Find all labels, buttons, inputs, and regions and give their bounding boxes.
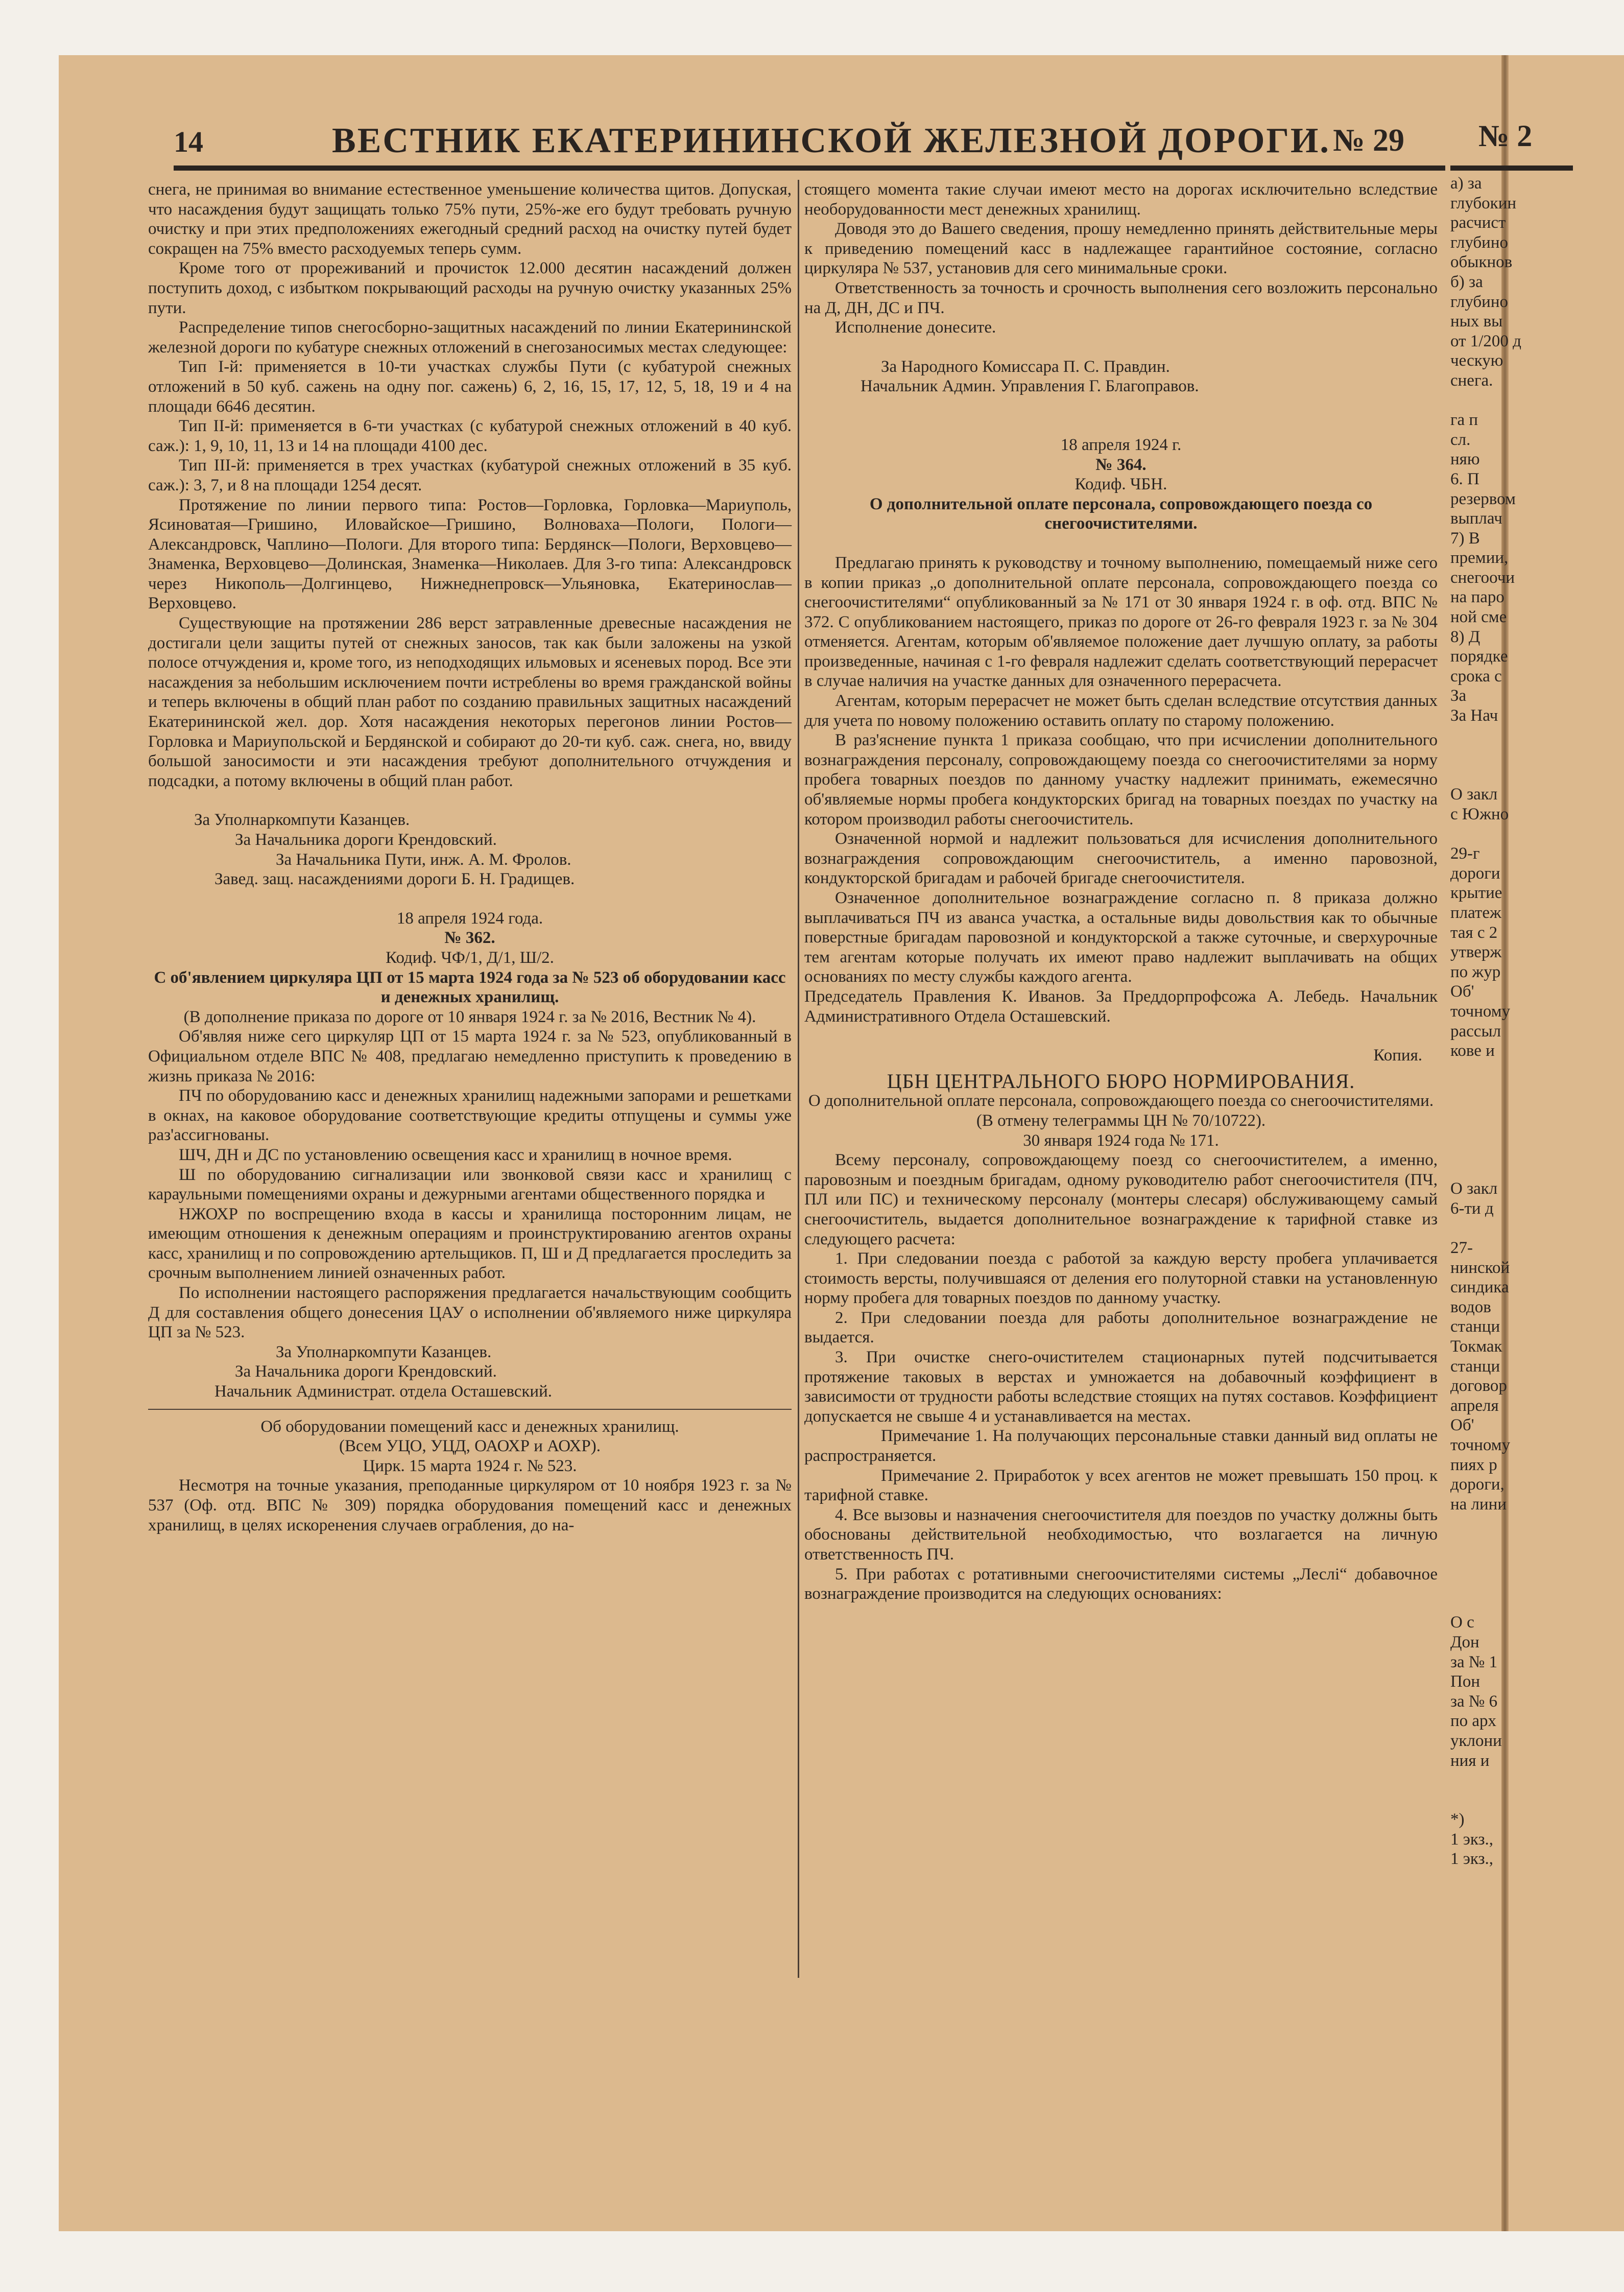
next-page-line: О с bbox=[1450, 1613, 1474, 1632]
paragraph: Тип I-й: применяется в 10-ти участках службы Пути (с кубатурой снежных отложений в 50 куб. сажень на одну пог. сажень) 6, 2, 16, 15, 17, 12, 5, 18, 19 и 4 на площади 6646 десятин. bbox=[148, 358, 792, 416]
signature: Завед. защ. насаждениями дороги Б. Н. Градищев. bbox=[214, 870, 575, 889]
paragraph: снега, не принимая во внимание естественное уменьшение количества щитов. Допуская, что насаждения будут защищать только 75% пути, 25%-же его будут требовать ручную очистку и при этих предположениях ежегодный средний расход на очистку путей будет сокращен на 75% вместо расходуемых теперь сумм. bbox=[148, 180, 792, 258]
next-page-line: ния и bbox=[1450, 1751, 1490, 1770]
paragraph: Об'являя ниже сего циркуляр ЦП от 15 марта 1924 г. за № 523, опубликованный в Официальном отделе ВПС № 408, предлагаю немедленно приступить к проведению в жизнь приказа № 2016: bbox=[148, 1027, 792, 1085]
paragraph: Кроме того от прореживаний и прочисток 12.000 десятин насаждений должен поступить доход, с избытком покрывающий расходы на ручную очистку указанных 25% пути. bbox=[148, 259, 792, 317]
page-number: 14 bbox=[174, 125, 203, 158]
paragraph: Ответственность за точность и срочность выполнения сего возложить персонально на Д, ДН, ДС и ПЧ. bbox=[804, 278, 1438, 317]
paragraph: Тип III-й: применяется в трех участках (кубатурой снежных отложений в 35 куб. саж.): 3, 7, и 8 на площади 1254 десят. bbox=[148, 456, 792, 494]
next-page-line: О закл bbox=[1450, 1179, 1498, 1198]
next-page-line: ной сме bbox=[1450, 608, 1507, 627]
next-page-line: пиях р bbox=[1450, 1455, 1497, 1474]
next-page-line bbox=[1450, 765, 1573, 785]
next-page-line: 1 экз., bbox=[1450, 1830, 1494, 1849]
paragraph: 3. При очистке снего-очистителем стационарных путей подсчитывается протяжение таковых в верстах и умножается на добавочный коэффициент в зависимости от трудности работы вследствие стоящих на путях составов. Коэффициент допускается не свыше 4 и устанавливается на местах. bbox=[804, 1348, 1438, 1426]
middle-column bbox=[804, 180, 1438, 1604]
next-page-line: За bbox=[1450, 687, 1467, 705]
next-page-line: ческую bbox=[1450, 351, 1503, 370]
next-page-fragment bbox=[1450, 174, 1573, 1869]
signature: Начальник Администрат. отдела Осташевский. bbox=[214, 1382, 552, 1401]
next-page-line: апреля bbox=[1450, 1396, 1499, 1415]
paragraph: Означенной нормой и надлежит пользоваться для исчисления дополнительного вознаграждения сопровождающим снегоочиститель, а именно паровозной, кондукторской бригадам и рабочей бригаде снегоочистителя. bbox=[804, 830, 1438, 888]
paragraph: стоящего момента такие случаи имеют место на дорогах исключительно вследствие необорудованности мест денежных хранилищ. bbox=[804, 180, 1438, 219]
next-page-line: Пон bbox=[1450, 1672, 1480, 1691]
next-page-line: б) за bbox=[1450, 272, 1483, 291]
paragraph: Существующие на протяжении 286 верст затравленные древесные насаждения не достигали цели защиты путей от снежных заносов, так как были заложены на узкой полосе отчуждения и, кроме того, из неподходящих ильмовых и ясеневых пород. Все эти насаждения за небольшим исключением почти истреблены во время гражданской войны и теперь включены в общий план работ по созданию правильных защитных насаждений Екатерининской жел. дор. Хотя насаждения некоторых перегонов линии Ростов—Горловка и Мариупольской и Бердянской и собирают до 20-ти куб. саж. снега, но, ввиду большой заносимости и эти насаждения требуют дополнительного отчуждения и подсадки, а потому включены в общий план работ. bbox=[148, 614, 792, 790]
next-page-line: обыкнов bbox=[1450, 253, 1513, 272]
note: Примечание 1. На получающих персональные ставки данный вид оплаты не распространяется. bbox=[804, 1427, 1438, 1466]
signature: За Народного Комиссара П. С. Правдин. bbox=[881, 357, 1170, 376]
next-page-line bbox=[1450, 745, 1573, 765]
next-page-line: Токмак bbox=[1450, 1337, 1502, 1356]
circular-date: Цирк. 15 марта 1924 г. № 523. bbox=[363, 1456, 577, 1475]
paragraph: Всему персоналу, сопровождающему поезд со снегоочистителем, а именно, паровозным и поездным бригадам, одному руководителю работ снегоочистителя (ПЧ, ПЛ или ПС) и техническому персоналу (монтеры слесаря) обслуживающему самый снегоочиститель, выдается дополнительное вознаграждение к тарифной ставке из следующего расчета: bbox=[804, 1151, 1438, 1248]
next-page-line: тая с 2 bbox=[1450, 923, 1498, 942]
next-page-line: нинской bbox=[1450, 1258, 1510, 1277]
next-page-line: 27- bbox=[1450, 1239, 1473, 1258]
next-page-line bbox=[1450, 1514, 1573, 1534]
order-date: 18 апреля 1924 г. bbox=[1060, 435, 1182, 454]
paragraph: Тип II-й: применяется в 6-ти участках (с кубатурой снежных отложений в 40 куб. саж.): 1, 9, 10, 11, 13 и 14 на площади 4100 дес. bbox=[148, 417, 792, 455]
paragraph: 2. При следовании поезда для работы дополнительное вознаграждение не выдается. bbox=[804, 1308, 1438, 1347]
paragraph: Агентам, которым перерасчет не может быть сделан вследствие отсутствия данных для учета по новому положению оставить оплату по старому положению. bbox=[804, 692, 1438, 730]
section-rule bbox=[148, 1409, 792, 1410]
next-page-line: по жур bbox=[1450, 962, 1501, 981]
next-page-line bbox=[1450, 1218, 1573, 1238]
next-page-line: снега. bbox=[1450, 371, 1493, 390]
next-page-line bbox=[1450, 1100, 1573, 1120]
next-page-line bbox=[1450, 1573, 1573, 1593]
next-page-line: уклони bbox=[1450, 1731, 1502, 1750]
next-page-line: а) за bbox=[1450, 174, 1482, 193]
next-page-line: Об' bbox=[1450, 982, 1474, 1001]
next-page-line: выплач bbox=[1450, 509, 1502, 528]
next-page-line: водов bbox=[1450, 1297, 1491, 1316]
next-page-line: рассыл bbox=[1450, 1022, 1501, 1041]
next-page-line: снегоочи bbox=[1450, 568, 1515, 587]
paragraph: Доводя это до Вашего сведения, прошу немедленно принять действительные меры к приведению помещений касс в надлежащее гарантийное состояние, согласно циркуляра № 537, установив для сего минимальные сроки. bbox=[804, 220, 1438, 278]
next-page-line: глубокин bbox=[1450, 194, 1517, 212]
next-page-line: глубино bbox=[1450, 292, 1509, 311]
bureau-date: 30 января 1924 года № 171. bbox=[1023, 1131, 1219, 1150]
paragraph: По исполнении настоящего распоряжения предлагается начальствующим сообщить Д для составления общего донесения ЦАУ о исполнении об'являемого ниже циркуляра ЦП за № 523. bbox=[148, 1284, 792, 1342]
paragraph: 1. При следовании поезда с работой за каждую версту пробега уплачивается стоимость версты, получившаяся от деления его полуторной ставки на установленную норму пробега для товарных поездов по данному участку. bbox=[804, 1249, 1438, 1308]
bureau-heading: ЦБН ЦЕНТРАЛЬНОГО БЮРО НОРМИРОВАНИЯ. bbox=[887, 1069, 1355, 1093]
next-page-line: О закл bbox=[1450, 785, 1498, 804]
note: Примечание 2. Приработок у всех агентов не может превышать 150 проц. к тарифной ставке. bbox=[804, 1466, 1438, 1505]
left-column bbox=[148, 180, 792, 1535]
next-page-line: порядке bbox=[1450, 647, 1508, 666]
paragraph: Означенное дополнительное вознаграждение согласно п. 8 приказа должно выплачиваться ПЧ из аванса участка, а остальные виды довольствия как то обычные поверстные бригадам паровозной и кондукторской а также суточные, и сверхурочные тем агентам которые получать их имеют право надлежит выплачивать на общих основаниях по месту службы каждого агента. bbox=[804, 889, 1438, 986]
next-page-line: станци bbox=[1450, 1357, 1500, 1376]
next-page-line: утверж bbox=[1450, 943, 1502, 962]
next-page-line bbox=[1450, 1160, 1573, 1179]
next-page-line: точному bbox=[1450, 1436, 1511, 1454]
paragraph: Предлагаю принять к руководству и точному выполнению, помещаемый ниже сего в копии приказ „о дополнительной оплате персонала, сопровождающего поезда со снегоочистителями“ опубликованный за № 171 от 30 января 1924 г. в оф. отд. ВПС № 372. С опубликованием настоящего, приказ по дороге от 26-го февраля 1923 г. за № 304 отменяется. Агентам, которым об'являемое положение дает лучшую оплату, за работы произведенные, начиная с 1-го февраля надлежит сделать соответствующий перерасчет в случае наличия на участке данных для означенного перерасчета. bbox=[804, 553, 1438, 691]
next-page-line: За Нач bbox=[1450, 706, 1498, 725]
paragraph: 4. Все вызовы и назначения снегоочистителя для поездов по участку должны быть обоснованы действительной необходимостью, что возлагается на личную ответственность ПЧ. bbox=[804, 1505, 1438, 1564]
next-page-line: срока с bbox=[1450, 667, 1502, 686]
paragraph: НЖОХР по воспрещению входа в кассы и хранилища посторонним лицам, не имеющим отношения к денежным операциям и проинструктированию агентов охраны касс, хранилищ и по сопровождению артельщиков. П, Ш и Д предлагается проследить за срочным выполнением линией означенных работ. bbox=[148, 1204, 792, 1283]
next-page-line bbox=[1450, 1770, 1573, 1790]
column-divider bbox=[798, 180, 799, 1978]
next-page-line: премии, bbox=[1450, 549, 1509, 568]
signature: За Начальника дороги Крендовский. bbox=[235, 831, 497, 849]
next-page-line bbox=[1450, 1140, 1573, 1160]
paragraph: ШЧ, ДН и ДС по установлению освещения касс и хранилищ в ночное время. bbox=[179, 1145, 732, 1164]
next-page-line: крытие bbox=[1450, 884, 1502, 903]
next-page-line: от 1/200 д bbox=[1450, 332, 1521, 350]
next-page-line: по арх bbox=[1450, 1712, 1497, 1731]
next-page-line: платеж bbox=[1450, 903, 1501, 922]
paragraph: Распределение типов снегосборно-защитных насаждений по линии Екатерининской железной дороги по кубатуре снежных отложений в снегозаносимых местах следующее: bbox=[148, 318, 792, 357]
next-page-line bbox=[1450, 1120, 1573, 1140]
next-page-line: 1 экз., bbox=[1450, 1850, 1494, 1869]
next-page-line: 7) В bbox=[1450, 529, 1480, 548]
signature: За Начальника Пути, инж. А. М. Фролов. bbox=[276, 850, 571, 869]
paragraph: 5. При работах с ротативными снегоочистителями системы „Леслі“ добавочное вознаграждение производится на следующих основаниях: bbox=[804, 1565, 1438, 1603]
next-page-line: на паро bbox=[1450, 588, 1504, 607]
signature: За Уполнаркомпути Казанцев. bbox=[276, 1342, 492, 1361]
paragraph: Протяжение по линии первого типа: Ростов—Горловка, Горловка—Мариуполь, Ясиноватая—Гришино, Иловайское—Гришино, Волноваха—Пологи, Пологи—Александровск, Чаплино—Пологи. Для второго типа: Бердянск—Пологи, Верховцево—Знаменка, Верховцево—Долинская, Знаменка—Николаев. Для 3-го типа: Александровск через Никополь—Долгинцево, Нижнеднепровск—Ульяновка, Екатеринослав—Верховцево. bbox=[148, 495, 792, 613]
next-page-line: глубино bbox=[1450, 233, 1509, 252]
order-title: С об'явлением циркуляра ЦП от 15 марта 1924 года за № 523 об оборудовании касс и денежных хранилищ. bbox=[154, 968, 786, 1007]
next-page-line bbox=[1450, 1593, 1573, 1613]
next-page-rule bbox=[1450, 166, 1573, 171]
next-page-line: кове и bbox=[1450, 1042, 1495, 1060]
next-page-line: га п bbox=[1450, 411, 1478, 430]
signatures: Председатель Правления К. Иванов. За Преддорпрофсожа А. Лебедь. Начальник Административного Отдела Осташевский. bbox=[804, 987, 1438, 1026]
next-page-line: за № 6 bbox=[1450, 1692, 1498, 1711]
next-page-line bbox=[1450, 824, 1573, 844]
signature: За Начальника дороги Крендовский. bbox=[235, 1362, 497, 1381]
next-page-line: на лини bbox=[1450, 1495, 1507, 1514]
next-page-line: за № 1 bbox=[1450, 1652, 1498, 1671]
next-page-line bbox=[1450, 1080, 1573, 1100]
next-page-line: 6. П bbox=[1450, 469, 1479, 488]
signature: За Уполнаркомпути Казанцев. bbox=[194, 811, 410, 830]
next-page-line: сл. bbox=[1450, 430, 1471, 449]
order-date: 18 апреля 1924 года. bbox=[396, 909, 543, 928]
bureau-subtitle: О дополнительной оплате персонала, сопровождающего поезда со снегоочистителями. bbox=[808, 1092, 1434, 1110]
paragraph: Ш по оборудованию сигнализации или звонковой связи касс и хранилищ с караульными помещениями охраны и дежурными агентами общественного порядка и bbox=[148, 1165, 792, 1204]
next-page-line: няю bbox=[1450, 450, 1480, 469]
next-page-line: ных вы bbox=[1450, 312, 1503, 331]
next-page-line: синдика bbox=[1450, 1278, 1509, 1297]
order-codification: Кодиф. ЧФ/1, Д/1, Ш/2. bbox=[386, 948, 554, 967]
paragraph: Несмотря на точные указания, преподанные циркуляром от 10 ноября 1923 г. за № 537 (Оф. отд. ВПС № 309) порядка оборудования помещений касс и денежных хранилищ, в целях искоренения случаев ограбления, до на- bbox=[148, 1476, 792, 1534]
next-page-line: Дон bbox=[1450, 1633, 1479, 1651]
next-page-header: № 2 bbox=[1478, 119, 1533, 153]
order-number: № 362. bbox=[444, 929, 495, 948]
next-page-line bbox=[1450, 726, 1573, 746]
order-title: О дополнительной оплате персонала, сопровождающего поезда со снегоочистителями. bbox=[869, 494, 1373, 533]
order-subtitle: (В дополнение приказа по дороге от 10 января 1924 г. за № 2016, Вестник № 4). bbox=[183, 1007, 756, 1026]
order-number: № 364. bbox=[1095, 455, 1147, 474]
paragraph: В раз'яснение пункта 1 приказа сообщаю, что при исчислении дополнительного вознаграждения персоналу, сопровождающему поезда со снегоочистителями за норму пробега товарных поездов по данному участку надлежит принимать, ежемесячно об'являемые нормы пробега кондукторских бригад на товарных поездах по участку на котором производил работы снегоочиститель. bbox=[804, 731, 1438, 829]
copy-mark: Копия. bbox=[1373, 1046, 1422, 1065]
next-page-line: с Южно bbox=[1450, 805, 1509, 823]
next-page-line bbox=[1450, 1790, 1573, 1810]
issue-number: № 29 bbox=[1333, 123, 1404, 158]
circular-addressees: (Всем УЦО, УЦД, ОАОХР и АОХР). bbox=[339, 1437, 601, 1456]
next-page-line: дороги bbox=[1450, 864, 1500, 883]
paragraph: ПЧ по оборудованию касс и денежных хранилищ надежными запорами и решетками в окнах, на каковое оборудование соответствующие кредиты отпущены и суммы уже раз'ассигнованы. bbox=[148, 1086, 792, 1145]
next-page-line: 6-ти д bbox=[1450, 1199, 1494, 1218]
next-page-line: расчист bbox=[1450, 214, 1506, 232]
page-header bbox=[174, 109, 1445, 176]
bureau-note: (В отмену телеграммы ЦН № 70/10722). bbox=[976, 1111, 1266, 1130]
circular-title: Об оборудовании помещений касс и денежных хранилищ. bbox=[260, 1417, 679, 1436]
next-page-line: станци bbox=[1450, 1317, 1500, 1336]
next-page-line: резервом bbox=[1450, 489, 1516, 508]
signature: Начальник Админ. Управления Г. Благоправов. bbox=[861, 377, 1199, 396]
next-page-line: Об' bbox=[1450, 1416, 1474, 1435]
next-page-line bbox=[1450, 1061, 1573, 1081]
next-page-line bbox=[1450, 1534, 1573, 1554]
next-page-line: 8) Д bbox=[1450, 627, 1480, 646]
next-page-line: точному bbox=[1450, 1002, 1511, 1021]
paragraph: Исполнение донесите. bbox=[835, 318, 996, 337]
header-rule bbox=[174, 166, 1445, 171]
next-page-line bbox=[1450, 391, 1573, 411]
next-page-line bbox=[1450, 1554, 1573, 1574]
next-page-line: 29-г bbox=[1450, 844, 1480, 863]
next-page-line: дороги, bbox=[1450, 1475, 1504, 1494]
next-page-line: договор bbox=[1450, 1377, 1507, 1396]
next-page-line: *) bbox=[1450, 1810, 1465, 1829]
order-codification: Кодиф. ЧБН. bbox=[1074, 475, 1167, 494]
newspaper-title: ВЕСТНИК ЕКАТЕРИНИНСКОЙ ЖЕЛЕЗНОЙ ДОРОГИ. bbox=[332, 121, 1330, 160]
